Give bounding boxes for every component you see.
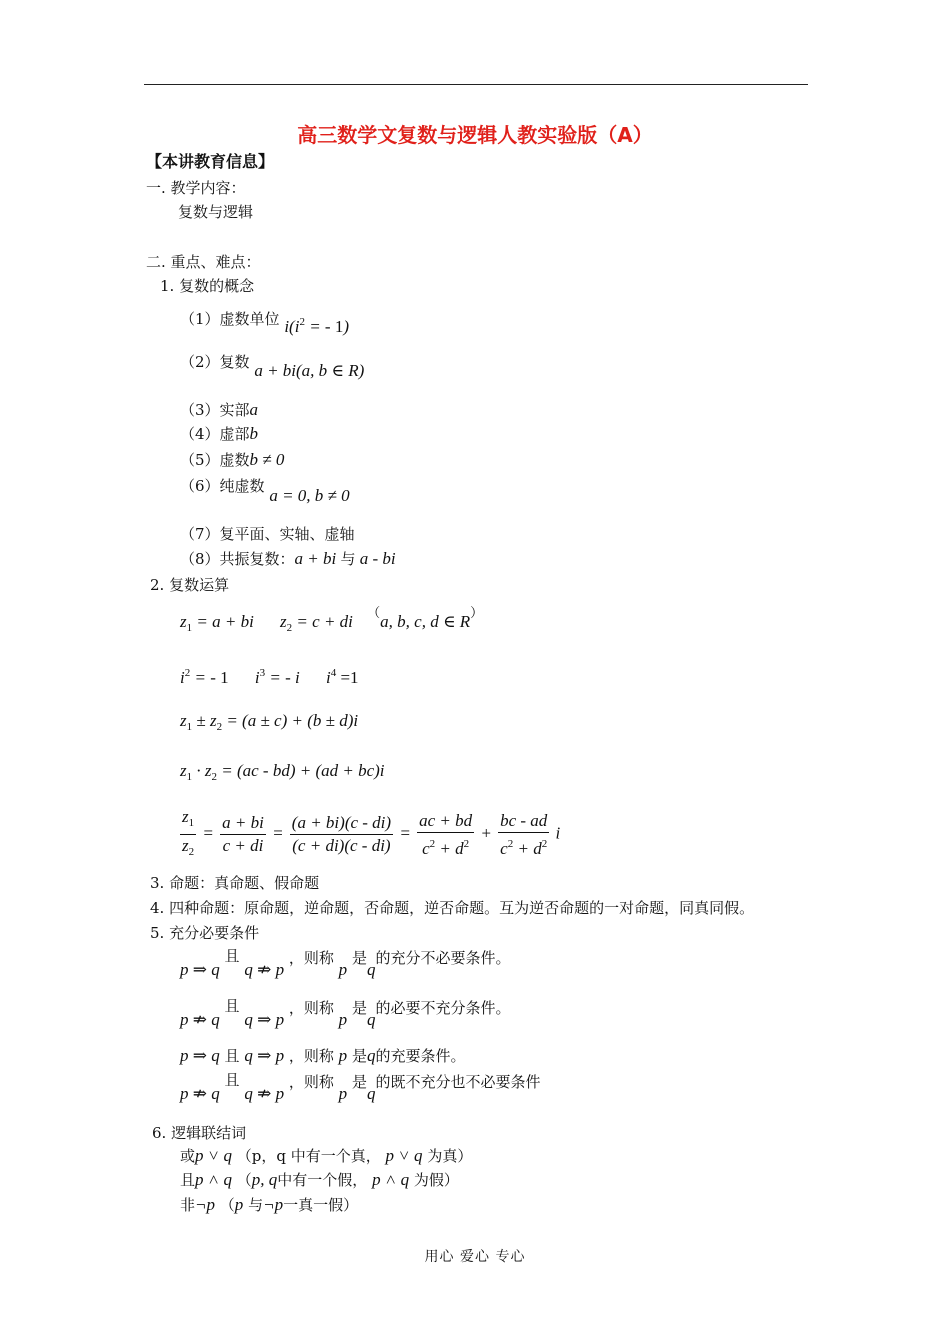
c6-and-line: 且p ˄ q （p, q中有一个假， p ˄ q 为假） [180, 1170, 459, 1189]
c2-formula-2: $i^2$ = - 1 $i^3$ = - i $i^4 =1$ [180, 667, 359, 687]
c3-text: 3. 命题：真命题、假命题 [150, 874, 320, 892]
c5-row-3: p ⇒ q 且 q ⇒ p ，则称 p 是q的充要条件。 [180, 1046, 466, 1065]
c1-item-4: （4）虚部b [180, 424, 259, 443]
c5-heading: 5. 充分必要条件 [150, 924, 260, 942]
c1-item-1-math: $i(i^2$ = - 1) [284, 316, 350, 336]
c1-item-5-math: b ≠ 0 [249, 450, 285, 469]
c1-item-8: （8）共振复数：a + bi 与 a - bi [180, 549, 396, 568]
c5-row-4: p ⇏ q 且 q ⇏ p ，则称 p 是q的既不充分也不必要条件 [180, 1071, 541, 1103]
c6-or-line: 或p ˅ q （p，q 中有一个真， p ˅ q 为真） [180, 1146, 473, 1165]
c1-item-6: （6）纯虚数 a = 0, b ≠ 0 [180, 477, 350, 505]
c6-heading: 6. 逻辑联结词 [152, 1124, 247, 1142]
c1-item-3-math: a [249, 400, 259, 419]
c1-item-2-math: a + bi(a, b ∈ R) [254, 361, 365, 380]
c2-formula-5: $\frac{z_1}{z_2}$ = $\frac{a + bi}{c + di}$ = $\frac{(a + bi)(c - di)}{(c + di)(c - di)}$ = $\frac{ac + bd}{c^2 + d^2}$ + $\frac{bc - ad}{c^2 + d^2}$ i [182, 807, 561, 858]
c1-item-2: （2）复数 a + bi(a, b ∈ R) [180, 353, 365, 380]
c2-formula-3: $z_1 \pm z_2 = (a \pm c) + (b \pm d)i$ [180, 711, 359, 733]
page-title: 高三数学文复数与逻辑人教实验版（A） [297, 123, 653, 147]
c2-heading: 2. 复数运算 [150, 576, 230, 594]
s2-heading: 二. 重点、难点： [146, 253, 261, 271]
page-footer: 用心 爱心 专心 [424, 1249, 526, 1265]
c1-item-6-math: a = 0, b ≠ 0 [269, 486, 350, 505]
c2-formula-4: $z_1 \cdot z_2 = (ac - bd) + (ad + bc)i$ [180, 761, 385, 783]
c1-item-4-math: b [249, 424, 259, 443]
c2-formula-1: $z_1 = a$ + bi $z_2 = c$ + di （a, b, c, d ∈ R） [180, 605, 484, 634]
c4-text: 4. 四种命题：原命题，逆命题，否命题，逆否命题。互为逆否命题的一对命题，同真同假。 [150, 899, 755, 917]
c5-row-1: p ⇒ q 且 q ⇏ p ，则称 p 是q的充分不必要条件。 [180, 947, 511, 979]
s1-content: 复数与逻辑 [178, 203, 254, 221]
c1-item-1: （1）虚数单位 $i(i^2$ = - 1) [180, 310, 350, 336]
c1-item-7: （7）复平面、实轴、虚轴 [180, 525, 355, 543]
c1-item-5: （5）虚数b ≠ 0 [180, 450, 285, 469]
c1-heading: 1. 复数的概念 [160, 277, 255, 295]
section-header: 【本讲教育信息】 [146, 152, 275, 171]
c1-item-3: （3）实部a [180, 400, 259, 419]
c6-not-line: 非¬p （p 与¬p一真一假） [180, 1195, 359, 1214]
header-rule [144, 84, 808, 85]
c1-item-8-math: a + bi 与 a - bi [294, 549, 396, 568]
s1-heading: 一. 教学内容： [146, 179, 246, 197]
c5-row-2: p ⇏ q 且 q ⇒ p ，则称 p 是q的必要不充分条件。 [180, 997, 511, 1029]
